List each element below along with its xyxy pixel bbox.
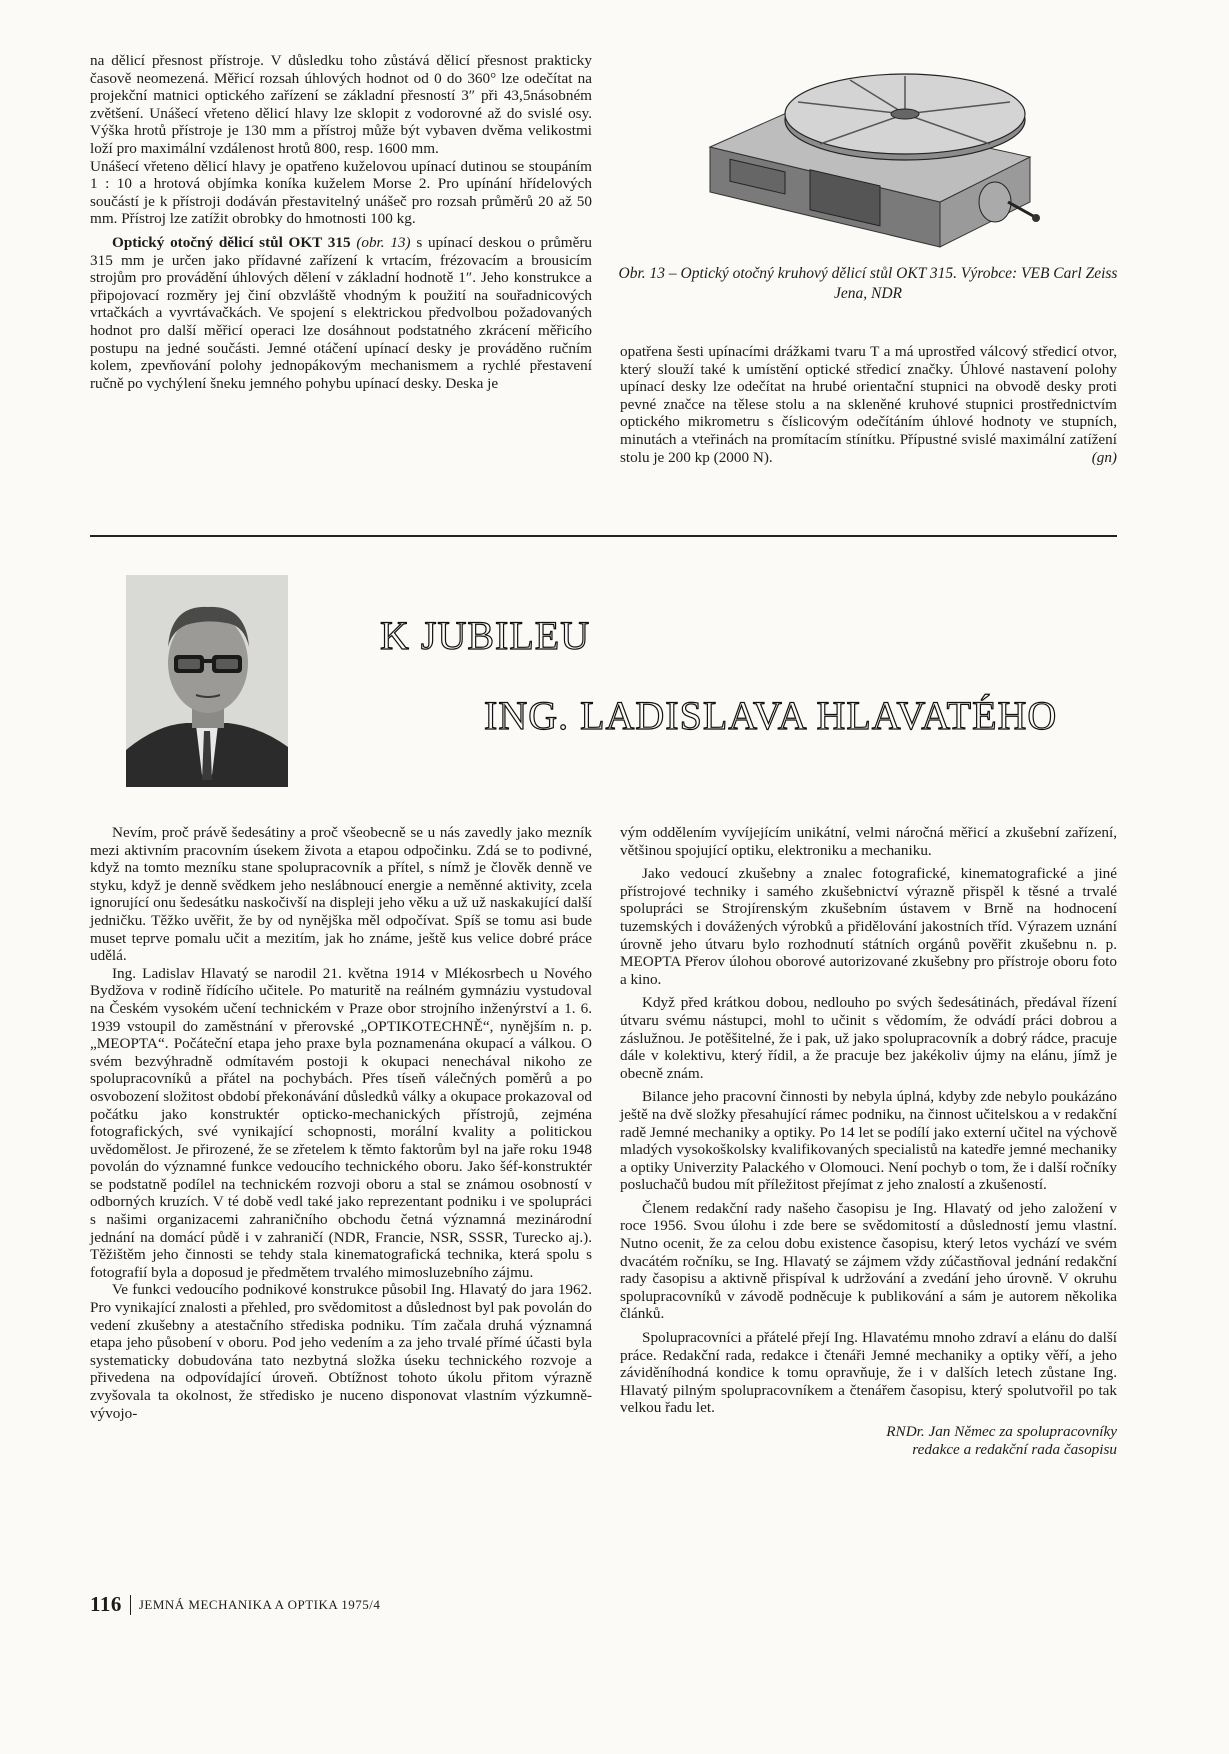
okt-paragraph [90,234,592,392]
paragraph: Členem redakční rady našeho časopisu je Ing. Hlavatý od jeho založení v roce 1956. Svou úlohu i zde bere se svědomitostí a důsledností jemu vlastní. Nutno ocenit, že za celou dobu existence časopisu, který letos vychází ve svém dvacátém ročníku, se Ing. Hlavatý se zájmem vždy zúčastňoval jednání redakční rady časopisu a aktivně přispíval k udržování a zvedání jeho úrovně. V okruhu spolupracovníků v závodě podněcuje k publikování a sám je autorem několika článků. [620,1199,1117,1323]
signature-line-2: redakce a redakční rada časopisu [912,1440,1117,1458]
section-divider [90,535,1117,537]
paragraph: Ve funkci vedoucího podnikové konstrukce působil Ing. Hlavatý do jara 1962. Pro vynikající znalosti a přehled, pro svědomitost a důslednost byl pak povolán do vedení zkušebny a atestačního střediska podniku. Tím začala druhá významná etapa jeho působení v oboru. Pod jeho vedením a za jeho trvalé přímé účasti byla systematicky dobudována tato nezbytná složka úseku technického rozvoje a přivedena na odpovídající úroveň. Obtížnost tohoto úkolu přitom výrazně zvyšovala ta okolnost, že středisko je nuceno disponovat vlastním výzkumněvývojo- [90,1281,592,1422]
figure-reference: (obr. 13) [356,233,411,251]
figure-caption: Obr. 13 – Optický otočný kruhový dělicí stůl OKT 315. Výrobce: VEB Carl Zeiss Jena, NDR [618,265,1118,302]
paragraph: Bilance jeho pracovní činnosti by nebyla úplná, kdyby zde nebylo poukázáno ještě na dvě složky přesahující rámec podniku, na činnost učitelskou a v redakční radě Jemné mechaniky a optiky. Po 14 let se podílí jako externí učitel na výchově mladých vysokoškolsky kvalifikovaných specialistů na katedře jemné mechaniky a optiky Univerzity Palackého v Olomouci. Není pochyb o tom, že i další ročníky posluchačů budou mít příležitost přejímat z jeho znalostí a zkušeností. [620,1088,1117,1194]
jubilee-right-column [620,824,1117,1458]
journal-name: JEMNÁ MECHANIKA A OPTIKA 1975/4 [138,1596,381,1612]
okt-title: Optický otočný dělicí stůl OKT 315 [112,233,351,251]
portrait-photo [126,575,288,787]
rotary-table-photo [690,52,1070,252]
article-okt-right-column [620,343,1117,466]
paragraph [620,343,1117,466]
article-okt-left-column [90,52,592,392]
paragraph: Jako vedoucí zkušebny a znalec fotografické, kinematografické a jiné přístrojové techniky i samého zkušebnictví výrazně přispěl k těsné a trvalé spolupráci se Strojírenským zkušebním ústavem v Brně na hodnocení tuzemských i dovážených výrobků a přidělování jakostních tříd. Výrazem uznání úrovně jeho útvaru bylo rozhodnutí státních orgánů pověřit zkušebnu n. p. MEOPTA Přerov úlohou oborové autorizované zkušebny pro přístroje oboru foto a kino. [620,865,1117,988]
paragraph: Spolupracovníci a přátelé přejí Ing. Hlavatému mnoho zdraví a elánu do další práce. Redakční rada, redakce i čtenáři Jemné mechaniky a optiky věří, a jeho záviděníhodná kondice k tomu opravňuje, že i v dalších letech zůstane Ing. Hlavatý pilným spolupracovníkem a čtenářem časopisu, který spolutvořil po tak velkou řadu let. [620,1329,1117,1417]
paragraph: Unášecí vřeteno dělicí hlavy je opatřeno kuželovou upínací dutinou se stoupáním 1 : 10 a hrotová objímka koníka kuželem Morse 2. Pro upínání hřídelových součástí je k přístroji dodáván přestavitelný unášeč pro rozsah průměrů 20 až 50 mm. Přístroj lze zatížit obrobky do hmotnosti 100 kg. [90,157,592,228]
headline-line-1: K JUBILEU [380,613,591,658]
footer-divider [130,1595,131,1615]
paragraph: Nevím, proč právě šedesátiny a proč všeobecně se u nás zavedly jako mezník mezi aktivním pracovním úsekem života a etapou odpočinku. Zdá se to podivné, když na tomto mezníku stane spolupracovník a přítel, s nímž je člověk denně ve styku, když je denně svědkem jeho neslábnoucí energie a neměnné aktivity, zcela ignorující onu šedesátku naskočivší na displeji jeho věku a už už naskakující další jedničku. Těžko uvěřit, že by od nynějška měl odpočívat. Spíš se tomu asi bude muset teprve pomalu učit a mezitím, jak ho známe, ještě kus velice dobré práce udělá. [90,824,592,965]
paragraph: Když před krátkou dobou, nedlouho po svých šedesátinách, předával řízení útvaru svému nástupci, mohl to učinit s vědomím, že odvádí práci dobrou a záslužnou. Je potěšitelné, že i pak, už jako spolupracovník a dobrý rádce, pracuje dále v kolektivu, který řídil, a že pracuje bez jakékoliv újmy na elánu, jímž je obecně znám. [620,994,1117,1082]
okt-text: s upínací deskou o průměru 315 mm je určen jako přídavné zařízení k vrtacím, frézovacím a brousicím strojům pro provádění úhlových dělení v základní hodnotě 1″. Jeho konstrukce a připojovací rozměry jej činí obzvláště vhodným k použití na souřadnicových vrtačkách a vyvrtávačkách. Ve spojení s elektrickou předvolbou požadovaných hodnot pro další měřicí operaci lze dosáhnout podstatného zkrácení měřicího postupu na jedné součásti. Jemné otáčení upínací desky je prováděno ručním kolem, zpevňování polohy jednopákovým mechanismem a rychlé přestavení ručně po vychýlení šneku jemného pohybu upínací desky. Deska je [90,233,592,392]
author-initials: (gn) [1091,448,1117,466]
page-footer [90,1592,380,1617]
page-number: 116 [90,1592,122,1616]
okt-continuation: opatřena šesti upínacími drážkami tvaru T a má uprostřed válcový středicí otvor, který slouží také k umístění optické středicí značky. Úhlové nastavení polohy upínací desky lze odečítat na hrubé orientační stupnici na obvodě desky proti pevné značce na tělese stolu a na skleněné kruhové stupnici prostřednictvím optického mikrometru s číslicovým odečítáním úhlové hodnoty ve stupních, minutách a vteřinách na promítacím stínítku. Přípustné svislé maximální zatížení stolu je 200 kp (2000 N). [620,343,1117,466]
headline-line-2: ING. LADISLAVA HLAVATÉHO [484,693,1058,738]
paragraph: na dělicí přesnost přístroje. V důsledku toho zůstává dělicí přesnost prakticky časově neomezená. Měřicí rozsah úhlových hodnot od 0 do 360° lze odečítat na projekční matnici optického zařízení se základní přesností 3″ při 43,5násobném zvětšení. Unášecí vřeteno dělicí hlavy lze sklopit z vodorovné až do svislé osy. Výška hrotů přístroje je 130 mm a přístroj může být vybaven dvěma velikostmi loží pro maximální vzdálenost hrotů 800, resp. 1600 mm. [90,52,592,157]
signature-line-1: RNDr. Jan Němec za spolupracovníky [886,1423,1117,1440]
paragraph: vým oddělením vyvíjejícím unikátní, velmi náročná měřicí a zkušební zařízení, většinou spojující optiku, elektroniku a mechaniku. [620,824,1117,859]
paragraph: Ing. Ladislav Hlavatý se narodil 21. května 1914 v Mlékosrbech u Nového Bydžova v rodině řídícího učitele. Po maturitě na reálném gymnáziu vystudoval na Českém vysokém učení technickém v Praze obor strojního inženýrství a 1. 6. 1939 vstoupil do zaměstnání v přerovské „OPTIKOTECHNĚ“, nynějším n. p. „MEOPTA“. Počáteční etapa jeho praxe byla poznamenána okupací a válkou. O svém bezvýhradně odmítavém postoji k okupaci nenechával nikoho ze spolupracovníků a přátel na pochybách. Přes tíseň válečných poměrů a po osvobození složitost období překonávání důsledků války a okupace prokazoval od počátku jako konstruktér opticko-mechanických přístrojů, zejména fotografických, své vynikající schopnosti, morální kvality a politickou uvědomělost. Je přirozené, že se zřetelem k těmto faktorům byl na jaře roku 1948 povolán do významné funkce vedoucího technického oboru. Jako šéf-konstruktér se podstatně podílel na technickém rozvoji oboru a stal se známou osobností v odborných kruzích. V té době vedl také jako reprezentant podniku i ve spolupráci s našimi organizacemi zahraničního obchodu četná významná mezinárodní jednání na domácí půdě i v zahraničí (NDR, Francie, NSR, SSSR, Turecko aj.). Těžištěm jeho činnosti se tehdy stala kinematografická technika, která spolu s fotografií byla a doposud je předmětem trvalého mimosluzebního zájmu. [90,964,592,1281]
jubilee-left-column [90,824,592,1422]
